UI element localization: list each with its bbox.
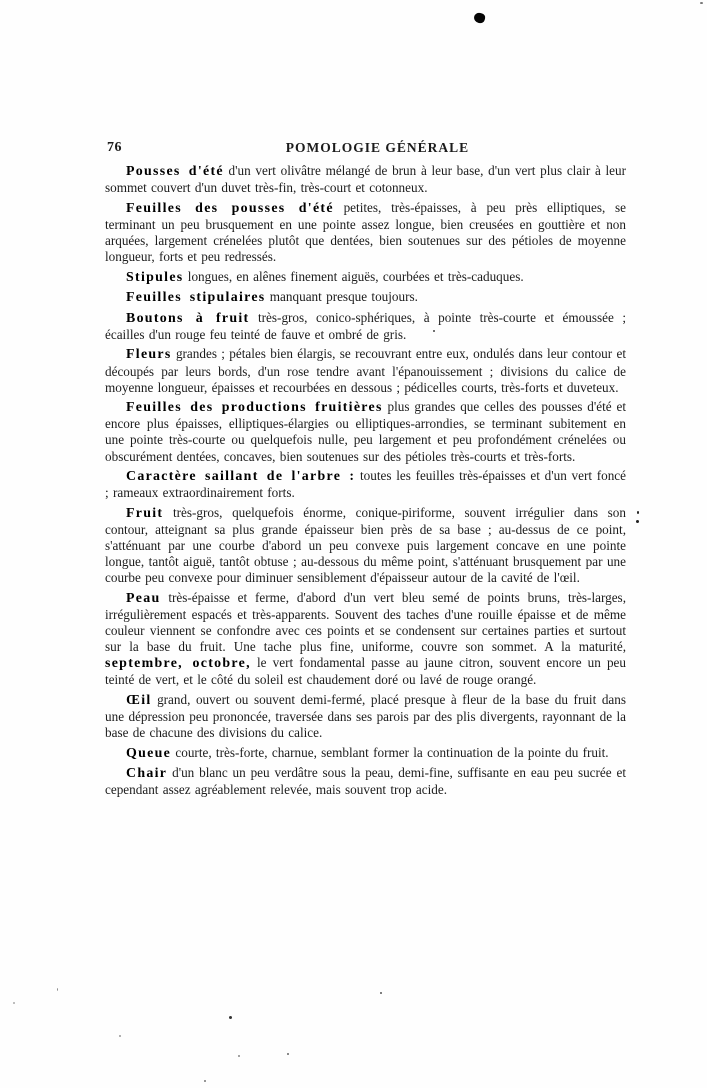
paragraph-lead: Feuilles des productions fruitières — [126, 400, 383, 416]
paragraph-lead: Boutons à fruit — [126, 310, 250, 326]
paragraph-lead: Fleurs — [126, 347, 172, 363]
paragraph-text: d'un blanc un peu verdâtre sous la peau, demi-fine, suffisante en eau peu sucrée et cependant assez agréablement relevée, mais souvent trop acide. — [105, 765, 626, 798]
paragraph-text: petites, très-épaisses, à peu près elliptiques, se terminant un peu brusquement en une pointe assez longue, bien creusées en gouttière et non arquées, largement crénelées plutôt que dentées, bien soutenues sur des pétioles de moyenne longueur, forts et peu redressés. — [105, 199, 627, 264]
text-block — [105, 140, 626, 798]
scan-speck — [700, 2, 703, 4]
paragraph-fruit — [105, 505, 626, 586]
paragraph-text: manquant presque toujours. — [265, 289, 418, 305]
paragraph-lead: Caractère saillant de l'arbre : — [126, 469, 356, 485]
paragraph-pousses-dete — [105, 163, 626, 196]
scan-speck — [380, 992, 382, 994]
page-header — [105, 140, 626, 158]
paragraph-feuilles-des-productions-fruitieres — [105, 399, 626, 464]
scan-speck — [57, 988, 58, 991]
paragraph-oeil — [105, 692, 626, 741]
scan-speck — [204, 1080, 206, 1082]
paragraph-queue — [105, 745, 626, 762]
paragraph-lead: Peau — [126, 590, 161, 606]
paragraph-text: courte, très-forte, charnue, semblant former la continuation de la pointe du fruit. — [171, 744, 609, 760]
scan-speck — [238, 1055, 240, 1057]
paragraph-chair — [105, 765, 626, 798]
scan-speck — [433, 330, 435, 332]
paragraph-lead: Stipules — [126, 269, 184, 285]
paragraph-lead: Œil — [126, 692, 152, 708]
paragraph-caractere-saillant — [105, 468, 626, 501]
scan-speck — [636, 520, 639, 523]
paragraph-text: grand, ouvert ou souvent demi-fermé, placé presque à fleur de la base du fruit dans une dépression peu prononcée, traversée dans ses parois par des plis divergents, rayonnant de la base de chacune des divisions du calice. — [105, 691, 626, 740]
paragraph-text: très-épaisse et ferme, d'abord d'un vert bleu semé de points bruns, très-larges, irrégulièrement espacés et très-apparents. Souvent des taches d'une rouille épaisse et de même couleur viennent se confondre avec ces points et se condensent sur certaines parties et surtout sur la base du fruit. Une tache plus fine, uniforme, couvre son sommet. A la maturité, — [105, 589, 626, 655]
paragraph-text: plus grandes que celles des pousses d'été et encore plus épaisses, elliptiques-élargies ou elliptiques-arrondies, se terminant subitement en une pointe très-courte ou quelquefois nulle, peu largement et peu profondément crénelées ou obscurément dentées, concaves, bien soutenues sur des pétioles très-courts et très-forts. — [105, 399, 626, 464]
paragraph-text: très-gros, quelquefois énorme, conique-piriforme, souvent irrégulier dans son contour, atteignant sa plus grande épaisseur bien près de sa base ; au-dessus de ce point, s'atténuant par une courbe d'abord un peu convexe puis largement concave en une pointe longue, tantôt aiguë, tantôt obtuse ; au-dessous du même point, s'atténuant brusquement par une courbe peu convexe pour diminuer sensiblement d'épaisseur autour de la cavité de l'œil. — [105, 504, 626, 586]
scan-speck — [287, 1053, 289, 1055]
paragraph-text: le vert fondamental passe au jaune citron, souvent encore un peu teinté de vert, et le côté du soleil est chaudement doré ou lavé de rouge orangé. — [105, 655, 626, 688]
paragraph-lead: Chair — [126, 766, 168, 782]
paragraph-text: grandes ; pétales bien élargis, se recouvrant entre eux, ondulés dans leur contour et découpés par leurs bords, d'un rose tendre avant l'épanouissement ; divisions du calice de moyenne longueur, épaisses et recourbées en dessous ; pédicelles courts, très-forts et duveteux. — [105, 346, 626, 395]
paragraph-lead: Fruit — [126, 505, 164, 521]
paragraph-bold-inline: septembre, octobre, — [105, 656, 251, 672]
paragraph-text: très-gros, conico-sphériques, à pointe très-courte et émoussée ; écailles d'un rouge feu teinté de fauve et ombré de gris. — [105, 309, 626, 342]
scan-speck — [13, 1002, 15, 1004]
ink-blot — [473, 12, 486, 24]
paragraph-feuilles-des-pousses-dete — [105, 200, 626, 265]
paragraph-lead: Pousses d'été — [126, 164, 224, 179]
paragraph-lead: Queue — [126, 745, 172, 761]
page-number: 76 — [107, 140, 122, 155]
paragraph-feuilles-stipulaires — [105, 289, 626, 306]
paragraph-lead: Feuilles des pousses d'été — [126, 200, 334, 216]
paragraph-text: longues, en alênes finement aiguës, courbées et très-caduques. — [183, 268, 524, 284]
paragraph-lead: Feuilles stipulaires — [126, 290, 266, 306]
scan-speck — [637, 511, 639, 514]
paragraph-stipules — [105, 269, 626, 286]
scan-speck — [119, 1035, 121, 1037]
paragraph-text: toutes les feuilles très-épaisses et d'un vert foncé ; rameaux extraordinairement forts. — [105, 468, 626, 501]
paragraph-text: d'un vert olivâtre mélangé de brun à leur base, d'un vert plus clair à leur sommet couvert d'un duvet très-fin, très-court et cotonneux. — [105, 163, 626, 196]
paragraph-fleurs — [105, 346, 626, 395]
scan-speck — [229, 1016, 232, 1019]
paragraph-peau — [105, 590, 626, 689]
running-title: POMOLOGIE GÉNÉRALE — [285, 140, 470, 155]
paragraph-boutons-a-fruit — [105, 310, 626, 343]
